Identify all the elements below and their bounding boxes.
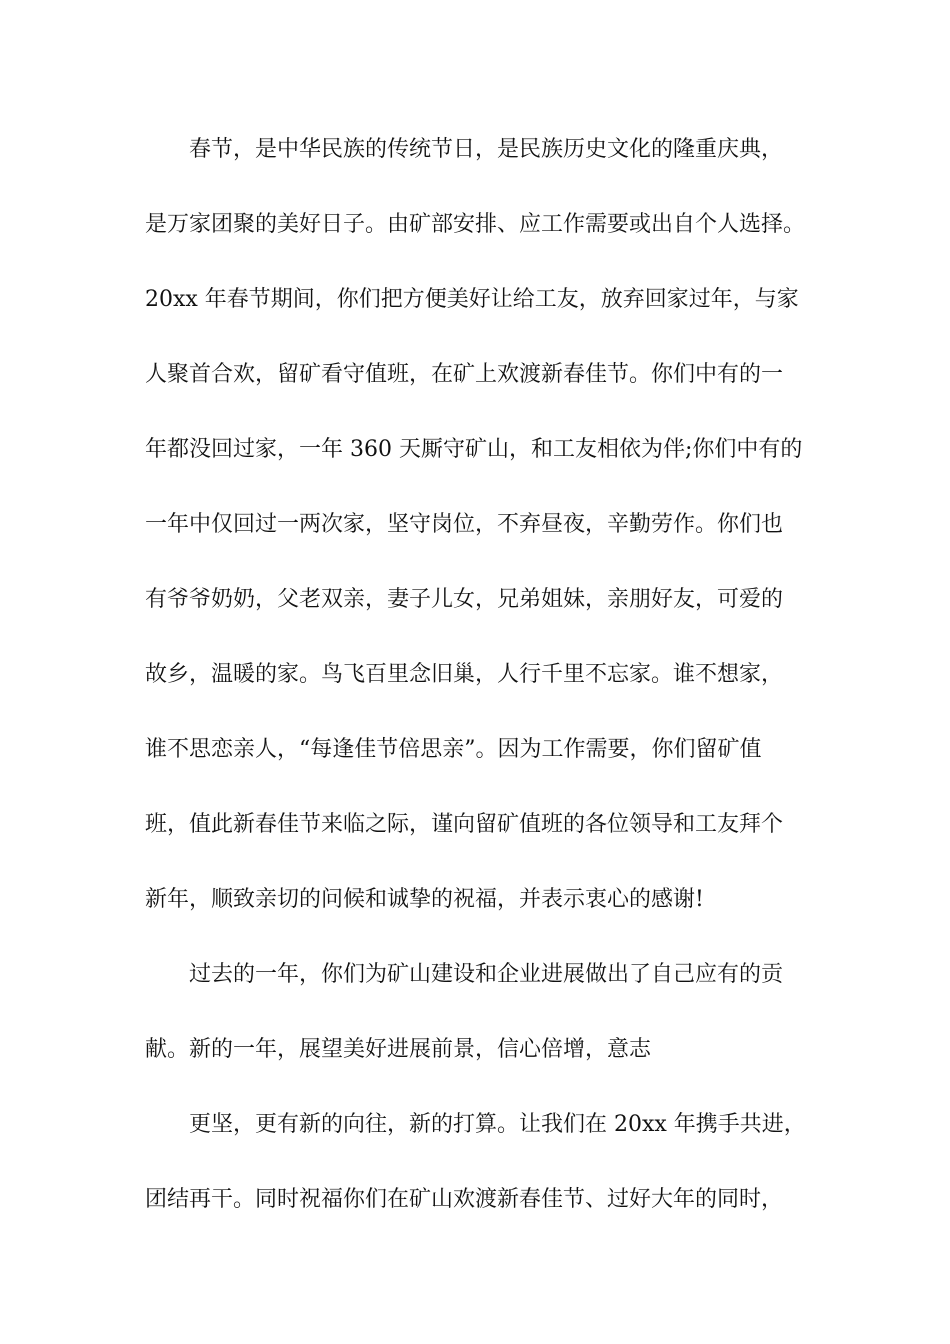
paragraph-3-line-2: 团结再干。同时祝福你们在矿山欢渡新春佳节、过好大年的同时， [145, 1187, 784, 1212]
paragraph-1-line-1: 春节，是中华民族的传统节日，是民族历史文化的隆重庆典， [189, 137, 784, 162]
paragraph-1-line-7: 有爷爷奶奶，父老双亲，妻子儿女，兄弟姐妹，亲朋好友，可爱的 [145, 587, 784, 612]
paragraph-1-line-4: 人聚首合欢，留矿看守值班，在矿上欢渡新春佳节。你们中有的一 [145, 362, 784, 387]
paragraph-3-line-1: 更坚，更有新的向往，新的打算。让我们在 20xx 年携手共进， [189, 1112, 806, 1137]
paragraph-1-line-11: 新年，顺致亲切的问候和诚挚的祝福，并表示衷心的感谢! [145, 887, 704, 912]
paragraph-1-line-3: 20xx 年春节期间，你们把方便美好让给工友，放弃回家过年，与家 [145, 287, 799, 312]
paragraph-1-line-6: 一年中仅回过一两次家，坚守岗位，不弃昼夜，辛勤劳作。你们也 [145, 512, 784, 537]
paragraph-1-line-9: 谁不思恋亲人，“每逢佳节倍思亲”。因为工作需要，你们留矿值 [145, 737, 762, 762]
paragraph-1-line-10: 班，值此新春佳节来临之际，谨向留矿值班的各位领导和工友拜个 [145, 812, 784, 837]
paragraph-1-line-8: 故乡，温暖的家。鸟飞百里念旧巢，人行千里不忘家。谁不想家， [145, 662, 784, 687]
paragraph-1-line-5: 年都没回过家，一年 360 天厮守矿山，和工友相依为伴;你们中有的 [145, 437, 803, 462]
paragraph-1-line-2: 是万家团聚的美好日子。由矿部安排、应工作需要或出自个人选择。 [145, 212, 806, 237]
paragraph-2-line-1: 过去的一年，你们为矿山建设和企业进展做出了自己应有的贡 [189, 962, 784, 987]
paragraph-2-line-2: 献。新的一年，展望美好进展前景，信心倍增，意志 [145, 1037, 652, 1062]
